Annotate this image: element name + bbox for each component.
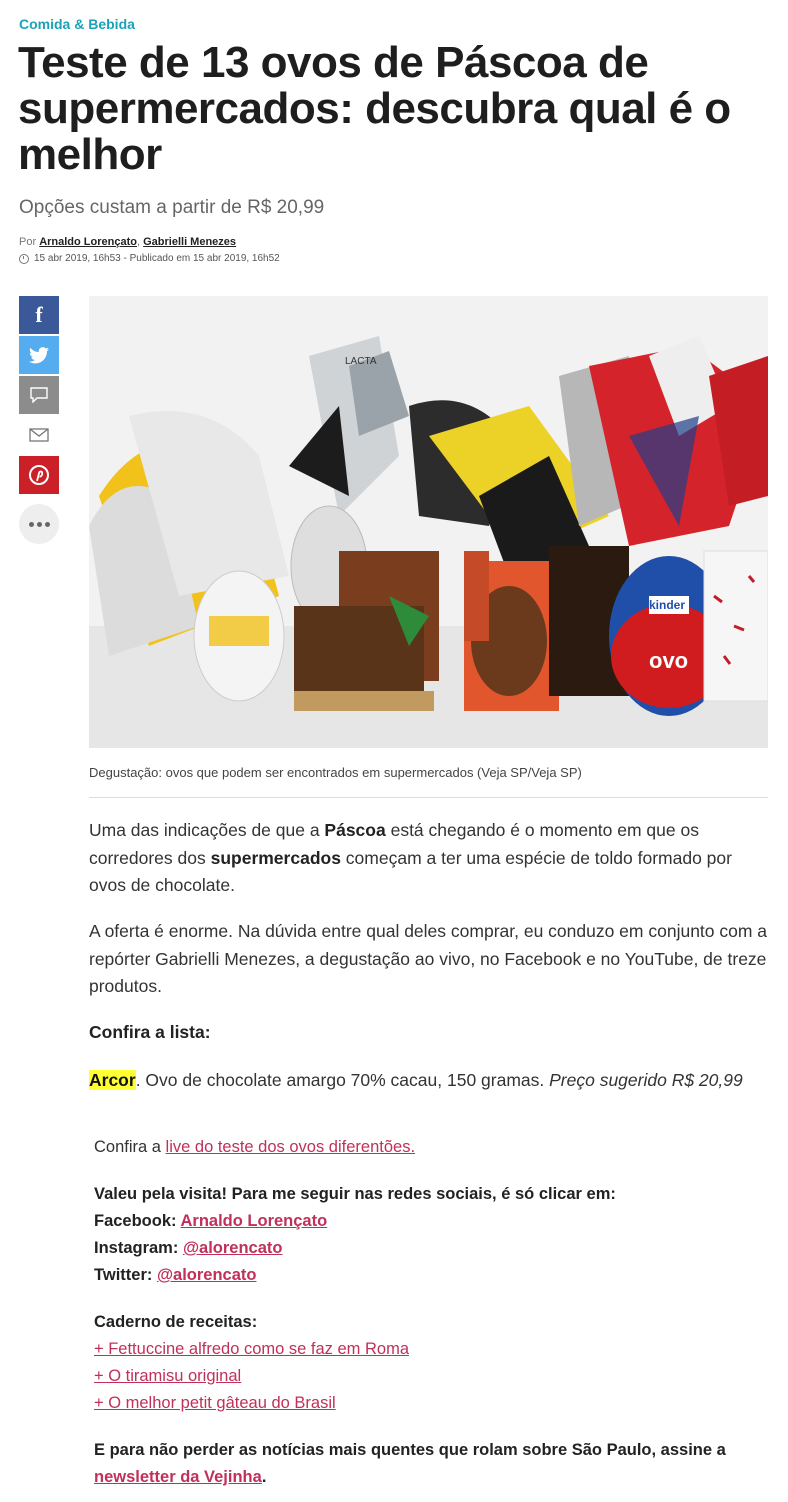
- email-icon: [29, 428, 49, 442]
- recipe-link-fettuccine[interactable]: + Fettuccine alfredo como se faz em Roma: [94, 1340, 410, 1358]
- twitter-profile-link[interactable]: @alorencato: [156, 1266, 257, 1284]
- p1-text: começam a ter uma espécie de toldo formado por ovos de chocolate.: [89, 847, 732, 895]
- recipes-title: Caderno de receitas:: [94, 1313, 258, 1331]
- author-link-gabrielli[interactable]: Gabrielli Menezes: [143, 236, 237, 248]
- facebook-icon: f: [35, 302, 43, 327]
- p1-text: está chegando é o momento em que os corredores dos: [89, 820, 699, 868]
- photo-label-ovo: ovo: [649, 648, 689, 673]
- caption-divider: [89, 797, 768, 798]
- pinterest-share-button[interactable]: [19, 456, 59, 494]
- product-price: Preço sugerido R$ 20,99: [549, 1070, 743, 1090]
- twitter-icon: [29, 347, 49, 364]
- more-icon-dot: [29, 522, 34, 527]
- more-icon-dot: [37, 522, 42, 527]
- pinterest-icon: [29, 465, 49, 485]
- facebook-profile-link[interactable]: Arnaldo Lorençato: [180, 1212, 328, 1230]
- recipes-block: [94, 1309, 754, 1417]
- photo-caption: Degustação: ovos que podem ser encontrados em supermercados (Veja SP/Veja SP): [89, 765, 582, 780]
- social-intro: Valeu pela visita! Para me seguir nas redes sociais, é só clicar em:: [94, 1185, 616, 1203]
- article-photo: [89, 296, 768, 748]
- live-link[interactable]: live do teste dos ovos diferentões.: [165, 1138, 416, 1156]
- byline-prefix: Por: [19, 236, 37, 248]
- twitter-share-button[interactable]: [19, 336, 59, 374]
- more-share-button[interactable]: [19, 504, 59, 544]
- live-paragraph: [94, 1134, 754, 1161]
- facebook-label: Facebook:: [94, 1212, 181, 1230]
- easter-eggs-illustration: [89, 296, 768, 748]
- author-separator: ,: [136, 236, 144, 248]
- paragraph-offer: A oferta é enorme. Na dúvida entre qual deles comprar, eu conduzo em conjunto com a repórter Gabrielli Menezes, a degustação ao vivo, no Facebook e no YouTube, de treze produtos.: [89, 921, 768, 996]
- p1-text: Uma das indicações de que a: [89, 820, 325, 840]
- twitter-label: Twitter:: [94, 1266, 157, 1284]
- photo-label-kinder: kinder: [649, 598, 686, 612]
- newsletter-paragraph: [94, 1437, 754, 1491]
- article-subtitle: Opções custam a partir de R$ 20,99: [19, 197, 325, 218]
- recipe-link-petit-gateau[interactable]: + O melhor petit gâteau do Brasil: [94, 1394, 336, 1412]
- recipe-link-tiramisu[interactable]: + O tiramisu original: [94, 1367, 242, 1385]
- facebook-share-button[interactable]: [19, 296, 59, 334]
- dateline: [19, 253, 280, 264]
- newsletter-link[interactable]: newsletter da Vejinha: [94, 1468, 262, 1486]
- category-link[interactable]: Comida & Bebida: [19, 16, 135, 32]
- email-share-button[interactable]: [19, 416, 59, 454]
- publish-date: 15 abr 2019, 16h53 - Publicado em 15 abr 2019, 16h52: [34, 253, 280, 264]
- brand-highlight: Arcor: [89, 1070, 136, 1090]
- list-heading: Confira a lista:: [89, 1022, 211, 1042]
- author-link-arnaldo[interactable]: Arnaldo Lorençato: [39, 236, 137, 248]
- newsletter-text: E para não perder as notícias mais quentes que rolam sobre São Paulo, assine a: [94, 1441, 726, 1459]
- p1-bold-supermercados: supermercados: [210, 847, 341, 868]
- product-description: . Ovo de chocolate amargo 70% cacau, 150 gramas.: [135, 1070, 550, 1090]
- instagram-profile-link[interactable]: @alorencato: [182, 1239, 283, 1257]
- newsletter-end: .: [261, 1468, 267, 1486]
- more-icon-dot: [45, 522, 50, 527]
- live-prefix: Confira a: [94, 1138, 166, 1156]
- instagram-label: Instagram:: [94, 1239, 183, 1257]
- social-block: [94, 1181, 754, 1289]
- article-title: Teste de 13 ovos de Páscoa de supermercados: descubra qual é o melhor: [18, 38, 731, 179]
- clock-icon: [19, 254, 29, 264]
- byline: [19, 236, 236, 248]
- photo-label-lacta: LACTA: [345, 356, 377, 367]
- product-arcor: [89, 1067, 769, 1095]
- comment-icon: [30, 387, 48, 403]
- comment-share-button[interactable]: [19, 376, 59, 414]
- share-bar: [19, 296, 59, 544]
- paragraph-intro: [89, 817, 769, 900]
- p1-bold-pascoa: Páscoa: [324, 820, 386, 840]
